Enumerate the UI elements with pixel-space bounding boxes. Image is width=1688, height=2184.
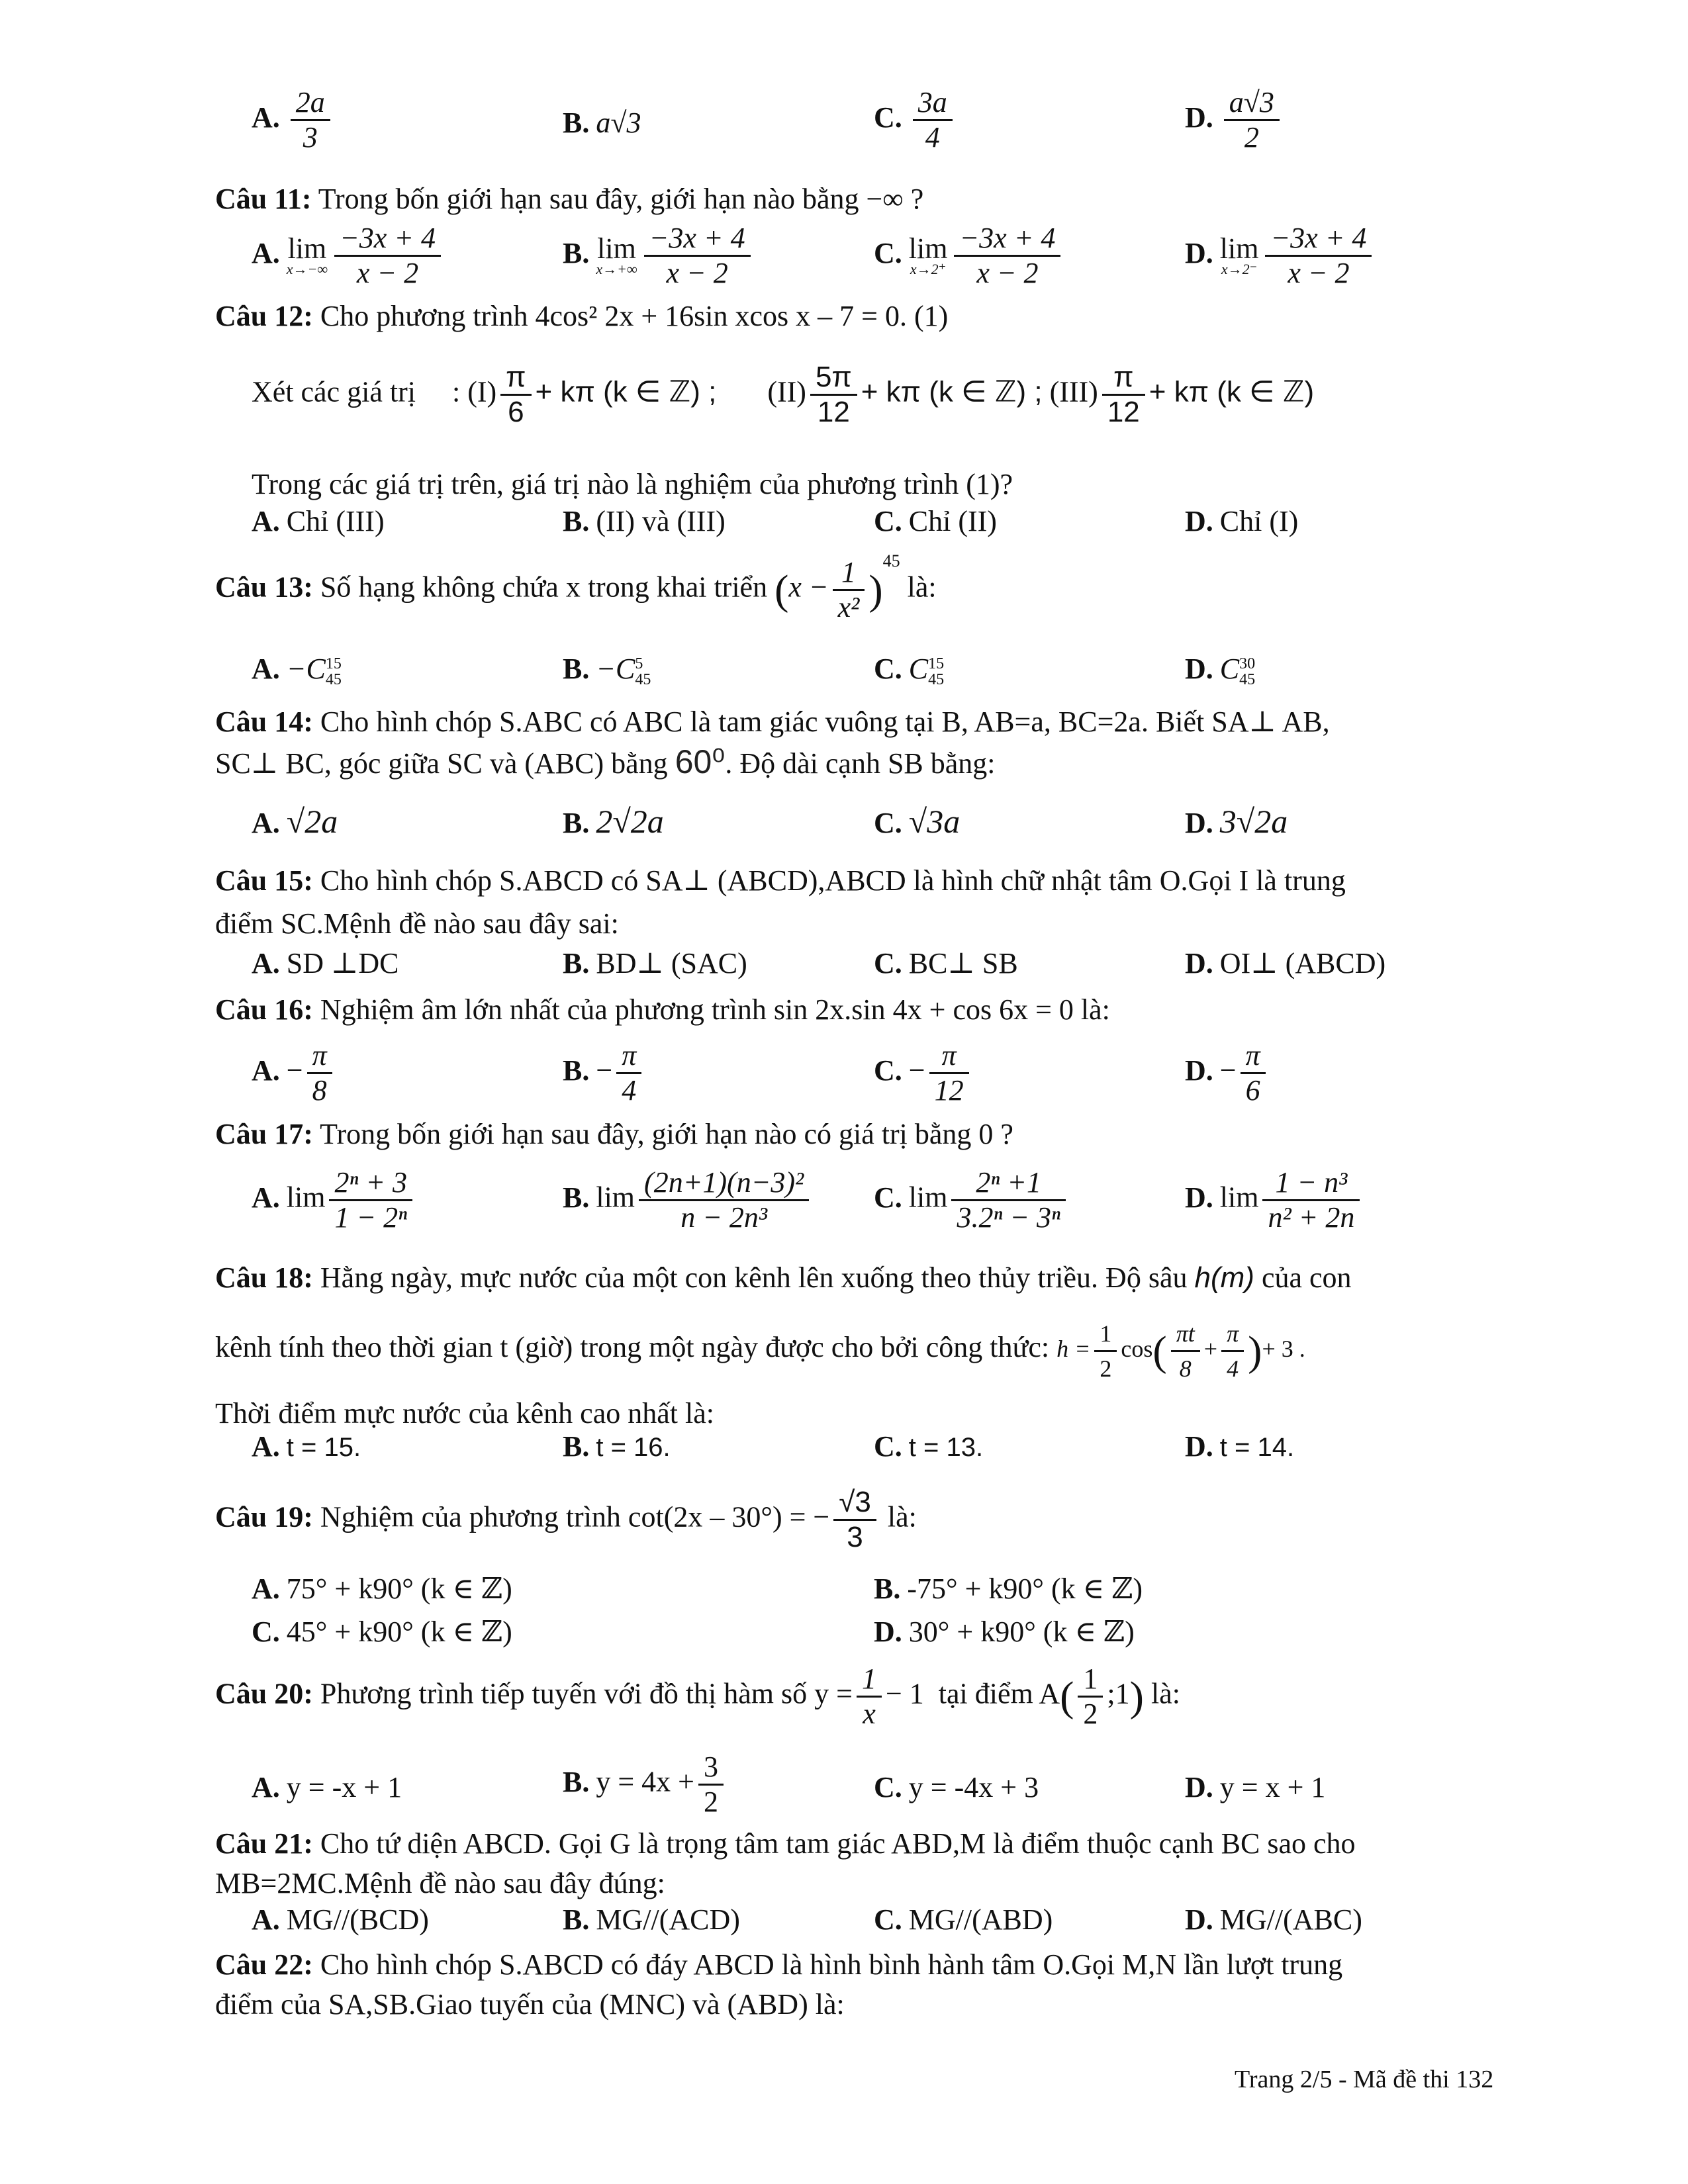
- q13-option-b: B. −C 5 45: [563, 653, 651, 688]
- q14-option-a: A. √2a: [252, 803, 338, 840]
- q18-option-b: B. t = 16.: [563, 1430, 671, 1463]
- q12-stem: Câu 12: Cho phương trình 4cos² 2x + 16sin xcos x – 7 = 0. (1): [215, 300, 949, 332]
- q12-values: Xét các giá trị : (I) $\frac{\pi}{6}$ + kπ (k ∈ ℤ) ; (II) $\frac{5\pi}{12}$ + kπ (k ∈ ℤ) ; (III) $\frac{\pi}{12}$ + kπ (k ∈ ℤ): [252, 361, 1315, 428]
- q13-option-c: C. C 15 45: [874, 653, 945, 688]
- q16-stem: Câu 16: Nghiệm âm lớn nhất của phương trình sin 2x.sin 4x + cos 6x = 0 là:: [215, 993, 1110, 1026]
- q13-option-a: A. −C 15 45: [252, 653, 342, 688]
- q14-stem-line1: Câu 14: Cho hình chóp S.ABC có ABC là tam giác vuông tại B, AB=a, BC=2a. Biết SA⊥ AB,: [215, 705, 1330, 738]
- q19-option-b: B. -75° + k90° (k ∈ ℤ): [874, 1572, 1143, 1605]
- q17-option-a: A. lim $\frac{\text{2ⁿ + 3}}{\text{1 − 2ⁿ}}$: [252, 1166, 416, 1234]
- q11-option-b: B. lim x→+∞ $\frac{-3x + 4}{x - 2}$: [563, 222, 755, 290]
- q13-option-d: D. C 30 45: [1185, 653, 1256, 688]
- q14-stem-line2: SC⊥ BC, góc giữa SC và (ABC) bằng 60⁰. Độ dài cạnh SB bằng:: [215, 743, 996, 780]
- q20-option-c: C. y = -4x + 3: [874, 1771, 1039, 1803]
- q16-option-a: A. − $\frac{\pi}{8}$: [252, 1039, 336, 1107]
- q10-option-c: C. $\frac{3a}{4}$: [874, 86, 957, 154]
- q14-option-d: D. 3√2a: [1185, 803, 1288, 840]
- q17-stem: Câu 17: Trong bốn giới hạn sau đây, giới hạn nào có giá trị bằng 0 ?: [215, 1118, 1013, 1150]
- q15-option-a: A. SD ⊥DC: [252, 947, 399, 979]
- q10-option-d: D. $\frac{a√3}{2}$: [1185, 86, 1284, 154]
- q18-stem-line2: kênh tính theo thời gian t (giờ) trong một ngày được cho bởi công thức: h = $\frac{1}{2}$ cos( $\frac{\pi t}{8}$ + $\frac{\pi}{4}$ )+ 3 .: [215, 1317, 1305, 1385]
- q21-stem-line2: MB=2MC.Mệnh đề nào sau đây đúng:: [215, 1867, 665, 1899]
- page-footer: Trang 2/5 - Mã đề thi 132: [1235, 2066, 1494, 2093]
- q11-option-c: C. lim x→2⁺ $\frac{-3x + 4}{x - 2}$: [874, 222, 1064, 290]
- q12-option-c: C. Chỉ (II): [874, 505, 997, 537]
- q15-option-b: B. BD⊥ (SAC): [563, 947, 747, 979]
- q17-option-c: C. lim $\frac{\text{2ⁿ +1}}{\text{3.2ⁿ − 3ⁿ}}$: [874, 1166, 1070, 1234]
- q18-option-a: A. t = 15.: [252, 1430, 361, 1463]
- q10-option-b: B. a√3: [563, 107, 641, 139]
- q14-option-b: B. 2√2a: [563, 803, 664, 840]
- q19-stem: Câu 19: Nghiệm của phương trình cot(2x – 30°) = − $\frac{√3}{3}$ là:: [215, 1486, 917, 1553]
- q20-stem: Câu 20: Phương trình tiếp tuyến với đồ thị hàm số y = $\frac{1}{x}$ − 1 tại điểm A( $\frac{1}{2}$ ;1) là:: [215, 1662, 1180, 1730]
- q17-option-b: B. lim $\frac{\text{(2n+1)(n−3)²}}{\text{n − 2n³}}$: [563, 1166, 813, 1234]
- q20-option-a: A. y = -x + 1: [252, 1771, 402, 1803]
- q16-option-c: C. − $\frac{\pi}{12}$: [874, 1039, 973, 1107]
- q21-option-c: C. MG//(ABD): [874, 1903, 1053, 1936]
- q19-option-d: D. 30° + k90° (k ∈ ℤ): [874, 1615, 1135, 1648]
- q21-option-d: D. MG//(ABC): [1185, 1903, 1362, 1936]
- q10-option-a: A. $\frac{2a}{3}$: [252, 86, 334, 154]
- q11-stem: Câu 11: Trong bốn giới hạn sau đây, giới hạn nào bằng −∞ ?: [215, 183, 924, 215]
- q21-option-b: B. MG//(ACD): [563, 1903, 740, 1936]
- q22-stem-line2: điểm của SA,SB.Giao tuyến của (MNC) và (ABD) là:: [215, 1988, 845, 2021]
- q12-option-d: D. Chỉ (I): [1185, 505, 1299, 537]
- q19-option-a: A. 75° + k90° (k ∈ ℤ): [252, 1572, 512, 1605]
- q18-option-c: C. t = 13.: [874, 1430, 984, 1463]
- q15-option-c: C. BC⊥ SB: [874, 947, 1018, 979]
- q11-option-d: D. lim x→2⁻ $\frac{-3x + 4}{x - 2}$: [1185, 222, 1376, 290]
- q21-option-a: A. MG//(BCD): [252, 1903, 429, 1936]
- q12-question: Trong các giá trị trên, giá trị nào là nghiệm của phương trình (1)?: [252, 468, 1013, 500]
- q16-option-b: B. − $\frac{\pi}{4}$: [563, 1039, 645, 1107]
- q14-option-c: C. √3a: [874, 803, 961, 840]
- q15-stem-line1: Câu 15: Cho hình chóp S.ABCD có SA⊥ (ABCD),ABCD là hình chữ nhật tâm O.Gọi I là trung: [215, 864, 1346, 897]
- q20-option-b: B. y = 4x + $\frac{3}{2}$: [563, 1751, 727, 1819]
- q19-option-c: C. 45° + k90° (k ∈ ℤ): [252, 1615, 512, 1648]
- q16-option-d: D. − $\frac{\pi}{6}$: [1185, 1039, 1270, 1107]
- q17-option-d: D. lim $\frac{\text{1 − n³}}{\text{n² + 2n}}$: [1185, 1166, 1364, 1234]
- q21-stem-line1: Câu 21: Cho tứ diện ABCD. Gọi G là trọng tâm tam giác ABD,M là điểm thuộc cạnh BC sao cho: [215, 1827, 1356, 1860]
- q22-stem-line1: Câu 22: Cho hình chóp S.ABCD có đáy ABCD là hình bình hành tâm O.Gọi M,N lần lượt trung: [215, 1948, 1343, 1981]
- q11-option-a: A. lim x→−∞ $\frac{-3x + 4}{x - 2}$: [252, 222, 445, 290]
- q18-stem-line3: Thời điểm mực nước của kênh cao nhất là:: [215, 1397, 714, 1430]
- q13-stem: Câu 13: Số hạng không chứa x trong khai triển (x − $\frac{1}{\text{x²}}$ )$^{45}$ là:: [215, 551, 937, 623]
- q18-stem-line1: Câu 18: Hằng ngày, mực nước của một con kênh lên xuống theo thủy triều. Độ sâu h(m) của con: [215, 1261, 1352, 1294]
- q18-option-d: D. t = 14.: [1185, 1430, 1295, 1463]
- q12-option-b: B. (II) và (III): [563, 505, 726, 537]
- q12-option-a: A. Chỉ (III): [252, 505, 385, 537]
- q20-option-d: D. y = x + 1: [1185, 1771, 1326, 1803]
- q15-stem-line2: điểm SC.Mệnh đề nào sau đây sai:: [215, 907, 619, 940]
- q15-option-d: D. OI⊥ (ABCD): [1185, 947, 1386, 979]
